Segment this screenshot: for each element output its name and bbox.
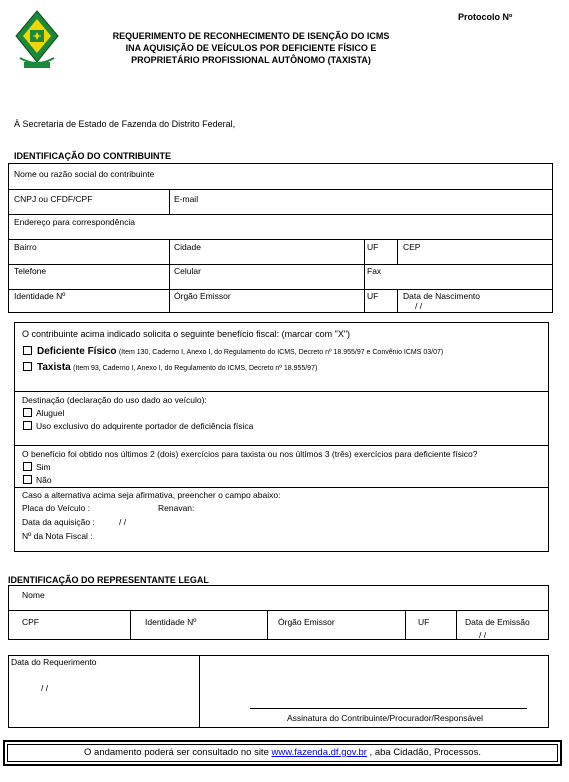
assinatura-label: Assinatura do Contribuinte/Procurador/Responsável xyxy=(286,713,484,723)
footer-text xyxy=(3,748,562,758)
nascimento-slashes: / / xyxy=(415,301,423,311)
deficiente-title: Deficiente Físico xyxy=(37,346,117,357)
sim-label: Sim xyxy=(36,462,51,472)
deficiente-checkbox[interactable] xyxy=(23,346,32,355)
anterior-question: O benefício foi obtido nos últimos 2 (dois) exercícios para taxista ou nos últimos 3 (três) exercícios para deficiente físico? xyxy=(22,449,478,459)
data-requerimento-slashes[interactable]: / / xyxy=(41,683,49,693)
cnpj-field[interactable]: CNPJ ou CFDF/CPF xyxy=(14,194,93,204)
veiculo-intro: Caso a alternativa acima seja afirmativa, preencher o campo abaixo: xyxy=(22,490,281,500)
addressee: À Secretaria de Estado de Fazenda do Distrito Federal, xyxy=(14,119,236,129)
aluguel-label: Aluguel xyxy=(36,408,65,418)
rep-uf-field[interactable]: UF xyxy=(418,617,430,627)
data-aquisicao-slashes: / / xyxy=(119,517,127,527)
renavan-field[interactable]: Renavan: xyxy=(158,503,195,513)
deficiente-ref: (Item 130, Caderno I, Anexo I, do Regulamento do ICMS, Decreto nº 18.955/97 e Convênio ICMS 03/07) xyxy=(118,349,444,356)
endereco-field[interactable]: Endereço para correspondência xyxy=(14,217,135,227)
celular-field[interactable]: Celular xyxy=(174,266,201,276)
representante-table xyxy=(8,585,549,640)
uf2-field[interactable]: UF xyxy=(367,291,379,301)
nome-field[interactable]: Nome ou razão social do contribuinte xyxy=(14,169,155,179)
aluguel-checkbox[interactable] xyxy=(23,408,32,417)
nascimento-field[interactable]: Data de Nascimento xyxy=(403,291,481,301)
title-line-1: REQUERIMENTO DE RECONHECIMENTO DE ISENÇÃO DO ICMS xyxy=(112,31,390,41)
data-aquisicao-field[interactable]: Data da aquisição : xyxy=(22,517,95,527)
uso-exclusivo-label: Uso exclusivo do adquirente portador de deficiência física xyxy=(36,421,254,431)
taxista-title: Taxista xyxy=(37,362,71,373)
title-line-2: INA AQUISIÇÃO DE VEÍCULOS POR DEFICIENTE FÍSICO E xyxy=(125,43,377,53)
taxista-checkbox[interactable] xyxy=(23,362,32,371)
uso-exclusivo-checkbox[interactable] xyxy=(23,421,32,430)
nao-label: Não xyxy=(36,475,52,485)
email-field[interactable]: E-mail xyxy=(174,194,199,204)
destinacao-label: Destinação (declaração do uso dado ao veículo): xyxy=(22,395,207,405)
rep-orgao-field[interactable]: Órgão Emissor xyxy=(278,617,335,627)
fax-field[interactable]: Fax xyxy=(367,266,382,276)
nota-fiscal-field[interactable]: Nº da Nota Fiscal : xyxy=(22,531,93,541)
deficiente-label xyxy=(37,346,443,358)
rep-emissao-slashes: / / xyxy=(479,630,487,640)
df-coat-of-arms-icon xyxy=(14,10,60,72)
footer-pre: O andamento poderá ser consultado no site xyxy=(84,747,272,758)
uf-field[interactable]: UF xyxy=(367,242,379,252)
signature-line[interactable] xyxy=(250,708,527,709)
beneficio-intro: O contribuinte acima indicado solicita o seguinte benefício fiscal: (marcar com "X") xyxy=(22,329,351,339)
title-line-3: PROPRIETÁRIO PROFISSIONAL AUTÔNOMO (TAXISTA) xyxy=(131,55,371,65)
contribuinte-heading: IDENTIFICAÇÃO DO CONTRIBUINTE xyxy=(14,151,171,161)
telefone-field[interactable]: Telefone xyxy=(14,266,47,276)
taxista-label xyxy=(37,362,317,374)
rep-cpf-field[interactable]: CPF xyxy=(22,617,39,627)
identidade-field[interactable]: Identidade Nº xyxy=(14,291,66,301)
placa-field[interactable]: Placa do Veículo : xyxy=(22,503,91,513)
taxista-ref: (Item 93, Caderno I, Anexo I, do Regulamento do ICMS, Decreto nº 18.955/97) xyxy=(73,365,318,372)
rep-emissao-field[interactable]: Data de Emissão xyxy=(465,617,530,627)
rep-identidade-field[interactable]: Identidade Nº xyxy=(145,617,197,627)
footer-post: , aba Cidadão, Processos. xyxy=(366,747,481,758)
representante-heading: IDENTIFICAÇÃO DO REPRESENTANTE LEGAL xyxy=(8,575,209,585)
cidade-field[interactable]: Cidade xyxy=(174,242,201,252)
protocolo-label: Protocolo Nº xyxy=(458,12,513,22)
sim-checkbox[interactable] xyxy=(23,462,32,471)
cep-field[interactable]: CEP xyxy=(403,242,421,252)
fazenda-link[interactable]: www.fazenda.df.gov.br xyxy=(271,747,367,758)
rep-nome-field[interactable]: Nome xyxy=(22,590,45,600)
nao-checkbox[interactable] xyxy=(23,475,32,484)
orgao-emissor-field[interactable]: Órgão Emissor xyxy=(174,291,231,301)
bairro-field[interactable]: Bairro xyxy=(14,242,37,252)
data-requerimento-label: Data do Requerimento xyxy=(11,657,97,667)
